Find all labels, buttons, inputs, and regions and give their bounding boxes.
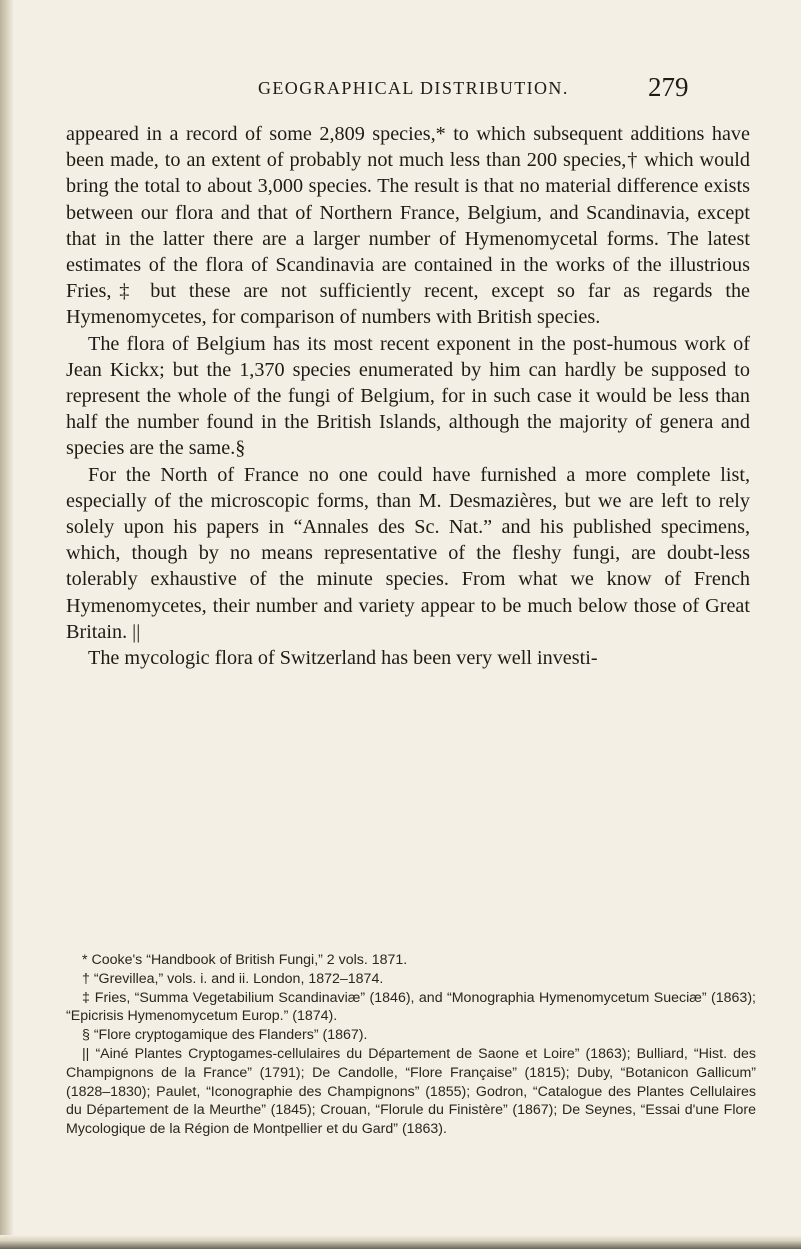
- footnote: * Cooke's “Handbook of British Fungi,” 2 vols. 1871.: [82, 952, 408, 968]
- page-number: 279: [648, 72, 689, 102]
- footnote: || “Ainé Plantes Cryptogames-cellulaires du Département de Saone et Loire” (1863); Bulliard, “Hist. des Champignons de la France” (1791); De Candolle, “Flore Française” (1815); Duby, “Botanicon Gallicum” (1828–1830); Paulet, “Iconographie des Champignons” (1855); Godron, “Catalogue des Plantes Cellulaires du Département de la Meurthe” (1845); Crouan, “Florule du Finistère” (1867); De Seynes, “Essai d'une Flore Mycologique de la Région de Montpellier et du Gard” (1863).: [66, 1045, 756, 1138]
- page-bottom-edge: [0, 1235, 801, 1249]
- running-title: GEOGRAPHICAL DISTRIBUTION.: [258, 78, 569, 98]
- paragraph: The mycologic flora of Switzerland has been very well investi-: [88, 647, 598, 670]
- page-header: [0, 72, 801, 104]
- paragraph: appeared in a record of some 2,809 species,* to which subsequent additions have been made, to an extent of probably not much less than 200 species,† which would bring the total to about 3,000 species. The result is that no material difference exists between our flora and that of Northern France, Belgium, and Scandinavia, except that in the latter there are a larger number of Hymenomycetal forms. The latest estimates of the flora of Scandinavia are contained in the works of the illustrious Fries,‡ but these are not sufficiently recent, except so far as regards the Hymenomycetes, for comparison of numbers with British species.: [66, 123, 750, 329]
- footnote: ‡ Fries, “Summa Vegetabilium Scandinaviæ” (1846), and “Monographia Hymenomycetum Sueciæ” (1863); “Epicrisis Hymenomycetum Europ.” (1874).: [66, 989, 756, 1025]
- footnote: § “Flore cryptogamique des Flanders” (1867).: [82, 1027, 368, 1044]
- paragraph: For the North of France no one could have furnished a more complete list, especially of the microscopic forms, than M. Desmazières, but we are left to rely solely upon his papers in “Annales des Sc. Nat.” and his published specimens, which, though by no means representative of the fleshy fungi, are doubt-less tolerably exhaustive of the minute species. From what we know of French Hymenomycetes, their number and variety appear to be much below those of Great Britain. ||: [66, 463, 750, 643]
- footnote: † “Grevillea,” vols. i. and ii. London, 1872–1874.: [82, 970, 384, 987]
- main-text: [66, 121, 750, 671]
- footnotes: [66, 951, 756, 1139]
- book-spine-shadow: [0, 0, 14, 1249]
- paragraph: The flora of Belgium has its most recent exponent in the post-humous work of Jean Kickx; but the 1,370 species enumerated by him can hardly be supposed to represent the whole of the fungi of Belgium, for in such case it would be less than half the number found in the British Islands, although the majority of genera and species are the same.§: [66, 332, 750, 460]
